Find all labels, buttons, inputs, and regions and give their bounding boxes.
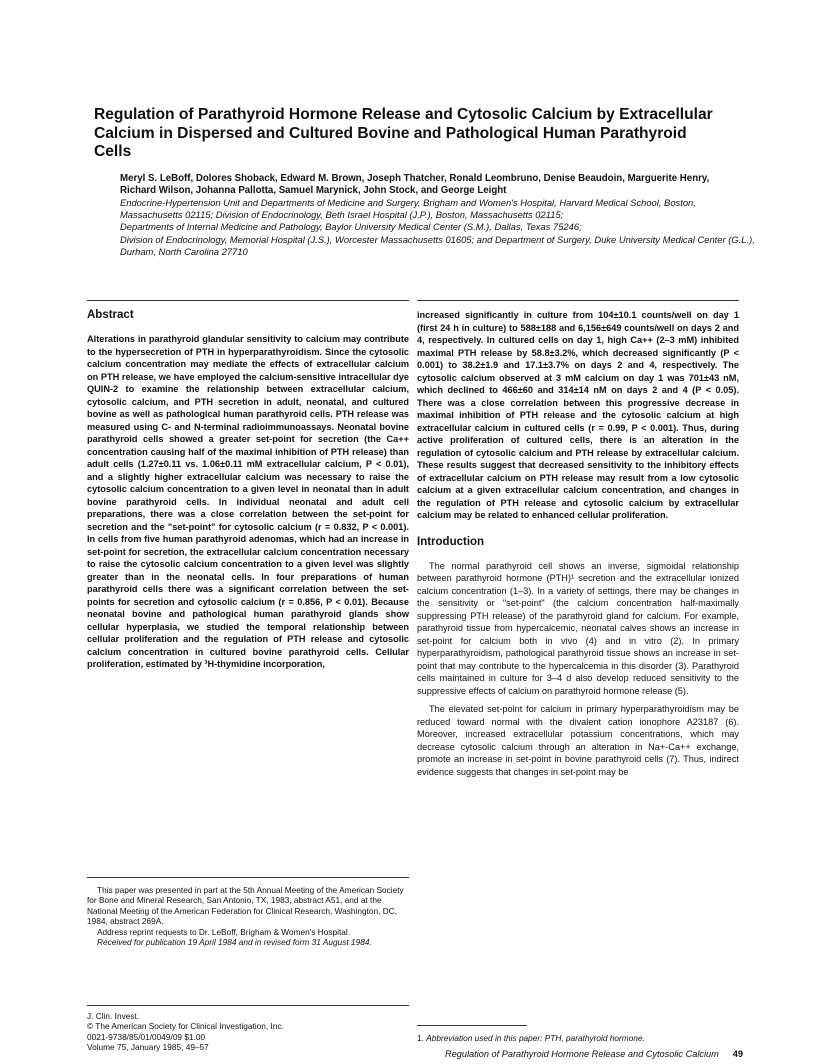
- affiliation-line: Departments of Internal Medicine and Pathology, Baylor University Medical Center (S.M.), Dallas, Texas 75246;: [120, 221, 582, 233]
- intro-paragraph: The normal parathyroid cell shows an inverse, sigmoidal relationship between parathyroid hormone (PTH)¹ secretion and the extracellular ionized calcium concentration (1–3). In a variety of settings, there may be changes in the sensitivity or "set-point" (the calcium concentration half-maximally suppressing PTH release) of the parathyroid gland for calcium. For example, parathyroid tissue from hypercalcemic, neonatal calves shows an increase in set-point for calcium both in vivo (4) and in vitro (2). In primary hyperparathyroidism, pathological parathyroid tissue shows an increase in set-point that may contribute to the hypercalcemia in this disorder (3). Parathyroid cells maintained in culture for 3–4 d also develop reduced sensitivity to the suppressive effects of calcium on parathyroid hormone release (5).: [417, 560, 739, 696]
- left-column: [87, 300, 409, 671]
- column-rule: [417, 300, 739, 301]
- abstract-text-left: Alterations in parathyroid glandular sensitivity to calcium may contribute to the hypersecretion of PTH in hyperparathyroidism. Since the cytosolic calcium concentration may mediate the effects of extracellular calcium on PTH release, we have employed the calcium-sensitive intracellular dye QUIN-2 to examine the relationship between extracellular calcium, cytosolic calcium, and PTH secretion in adult, neonatal, and cultured bovine as well as pathological human parathyroid cells. PTH release was measured using C- and N-terminal radioimmunoassays. Neonatal bovine parathyroid cells showed a greater set-point for secretion (the Ca++ concentration causing half of the maximal inhibition of PTH release) than adult cells (1.27±0.11 vs. 1.06±0.11 mM extracellular calcium, P < 0.01), and a slightly higher extracellular calcium was necessary to raise the cytosolic calcium concentration to a given level in neonatal than in adult bovine parathyroid cells. In individual neonatal and adult cell preparations, there was a close correlation between the set-point for secretion and the "set-point" for cytosolic calcium (r = 0.832, P < 0.001). In cells from five human parathyroid adenomas, which had an increase in set-point for secretion, the extracellular calcium concentration necessary to raise the cytosolic calcium concentration to a given level was slightly greater than in the neonatal cells. In four preparations of human parathyroid cells there was a significant correlation between the set-points for secretion and cytosolic calcium (r = 0.856, P < 0.01). Because neonatal bovine and pathological human parathyroid glands show cellular hyperplasia, we studied the temporal relationship between cellular proliferation and the regulation of PTH release and cytosolic calcium concentration in cultured bovine parathyroid cells. Cellular proliferation, estimated by ³H-thymidine incorporation,: [87, 334, 409, 669]
- abbreviation-footnote: [417, 1025, 739, 1043]
- copyright-line: © The American Society for Clinical Investigation, Inc.: [87, 1021, 284, 1032]
- abstract-text-right: increased significantly in culture from 104±10.1 counts/well on day 1 (first 24 h in culture) to 588±188 and 6,156±649 counts/well on days 2 and 4, respectively. In cultured cells on day 1, high Ca++ (2–3 mM) inhibited maximal PTH release by 58.8±3.2%, which decreased significantly (P < 0.001) to 38.2±1.9 and 17.1±3.7% on days 2 and 4, respectively. The cytosolic calcium observed at 3 mM calcium on day 1 was 701±43 nM, which declined to 466±60 and 314±14 nM on days 2 and 4 (P < 0.05). There was a close correlation between this progressive decrease in maximal inhibition of PTH release and the cytosolic calcium at high extracellular calcium in cultured cells (r = 0.99, P < 0.001). Thus, during active proliferation of cultured cells, there is an alteration in the regulation of cytosolic calcium and PTH release by extracellular calcium. These results suggest that decreased sensitivity to the inhibitory effects of extracellular calcium on PTH release may result from a low cytosolic calcium at a given extracellular calcium concentration, and changes in the regulation of PTH release and cytosolic calcium by extracellular calcium may be related to enhanced cellular proliferation.: [417, 310, 739, 520]
- reprint-note: Address reprint requests to Dr. LeBoff, Brigham & Women's Hospital.: [97, 926, 351, 937]
- introduction-heading: Introduction: [417, 535, 485, 548]
- affiliation-line: Endocrine-Hypertension Unit and Departments of Medicine and Surgery, Brigham and Women's Hospital, Harvard Medical School, Boston, Massachusetts 02115; Division of Endocrinology, Beth Israel Hospital (J.P.), Boston, Massachusetts 02115;: [120, 197, 696, 221]
- issn-line: 0021-9738/85/01/0049/09 $1.00: [87, 1031, 206, 1042]
- abbreviation-text: Abbreviation used in this paper: PTH, parathyroid hormone.: [426, 1033, 645, 1043]
- right-column: [417, 300, 739, 778]
- volume-line: Volume 75, January 1985, 49–57: [87, 1042, 209, 1053]
- presentation-note: This paper was presented in part at the 5th Annual Meeting of the American Society for Bone and Mineral Research, San Antonio, TX, 1983, abstract A51, and at the National Meeting of the American Federation for Clinical Research, Washington, DC, 1984, abstract 269A.: [87, 885, 404, 927]
- abstract-rule: [87, 300, 409, 301]
- page-number: 49: [732, 1049, 743, 1059]
- first-page-footnotes: [87, 877, 409, 947]
- journal-info: [87, 1005, 409, 1053]
- running-footer: [383, 1049, 743, 1059]
- running-title: Regulation of Parathyroid Hormone Release and Cytosolic Calcium: [445, 1049, 719, 1059]
- footnote-short-rule: [417, 1025, 527, 1026]
- footnote-marker: 1.: [417, 1033, 424, 1043]
- intro-paragraph: The elevated set-point for calcium in primary hyperparathyroidism may be reduced toward normal with the divalent cation ionophore A23187 (6). Moreover, increased extracellular potassium concentrations, which may decrease cytosolic calcium through an alteration in Na+-Ca++ exchange, promote an increase in set-point in bovine parathyroid cells (7). Thus, indirect evidence suggests that changes in set-point may be: [417, 704, 739, 777]
- received-note: Received for publication 19 April 1984 and in revised form 31 August 1984.: [97, 937, 372, 948]
- affiliations: [120, 197, 760, 258]
- abbreviation-note: [417, 1033, 739, 1043]
- affiliation-line: Division of Endocrinology, Memorial Hospital (J.S.), Worcester Massachusetts 01605; and Department of Surgery, Duke University Medical Center (G.L.), Durham, North Carolina 27710: [120, 233, 755, 257]
- article-title: Regulation of Parathyroid Hormone Release and Cytosolic Calcium by Extracellular Calcium in Dispersed and Cultured Bovine and Pathological Human Parathyroid Cells: [94, 106, 713, 160]
- journal-name: J. Clin. Invest.: [87, 1011, 140, 1021]
- author-list: Meryl S. LeBoff, Dolores Shoback, Edward M. Brown, Joseph Thatcher, Ronald Leombruno, Denise Beaudoin, Marguerite Henry, Richard Wilson, Johanna Pallotta, Samuel Marynick, John Stock, and George Leight: [120, 173, 710, 196]
- abstract-heading: Abstract: [87, 309, 134, 321]
- footnote-rule: [87, 877, 409, 878]
- journal-rule: [87, 1005, 409, 1006]
